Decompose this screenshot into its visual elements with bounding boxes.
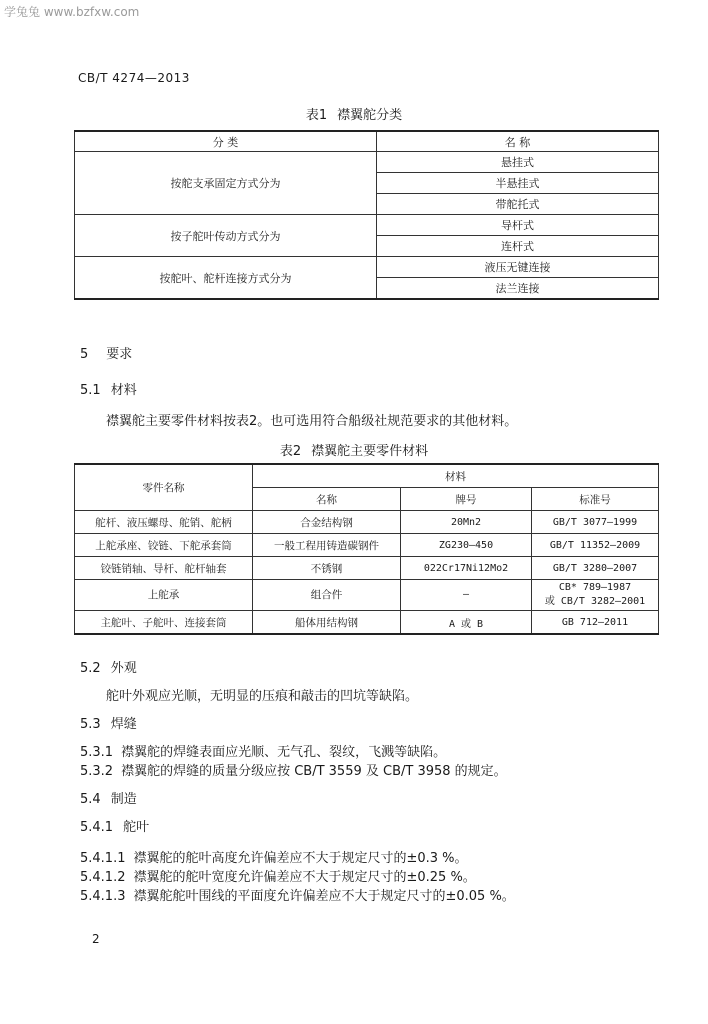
column-header-grade: 牌号 (401, 488, 532, 511)
column-header-name: 名 称 (377, 131, 659, 152)
category-cell: 按舵叶、舵杆连接方式分为 (75, 257, 377, 300)
table-row (75, 611, 659, 635)
column-header-part: 零件名称 (75, 464, 253, 511)
name-cell: 半悬挂式 (377, 173, 659, 194)
table-row (75, 257, 659, 278)
section-number: 5.4 (80, 792, 101, 807)
section-5-4-1-3 (80, 885, 515, 904)
name-cell: 法兰连接 (377, 278, 659, 300)
grade-cell: ZG230—450 (401, 534, 532, 557)
section-number: 5.2 (80, 661, 101, 676)
section-5-1-heading (80, 379, 137, 398)
table-row (75, 580, 659, 611)
table1-caption-title: 襟翼舵分类 (337, 108, 403, 123)
section-5-3-heading (80, 713, 137, 732)
material-name-cell: 不锈钢 (253, 557, 401, 580)
name-cell: 带舵托式 (377, 194, 659, 215)
table-row (75, 534, 659, 557)
materials-table (74, 463, 659, 635)
grade-cell: — (401, 580, 532, 611)
section-5-3-2 (80, 760, 507, 779)
table-row (75, 511, 659, 534)
section-5-3-1 (80, 741, 446, 760)
section-5-2-heading (80, 657, 137, 676)
clause-text: 襟翼舵舵叶围线的平面度允许偏差应不大于规定尺寸的±0.05 %。 (133, 889, 515, 904)
document-code: CB/T 4274—2013 (78, 71, 190, 85)
page-number: 2 (92, 932, 100, 946)
section-number: 5.3 (80, 717, 101, 732)
section-5-2-text: 舵叶外观应光顺，无明显的压痕和敲击的凹坑等缺陷。 (106, 689, 419, 704)
column-header-standard: 标准号 (532, 488, 659, 511)
material-name-cell: 一般工程用铸造碳钢件 (253, 534, 401, 557)
section-5-4-1-heading (80, 816, 149, 835)
section-number: 5.4.1 (80, 820, 114, 835)
clause-number: 5.3.2 (80, 764, 114, 779)
clause-number: 5.4.1.2 (80, 870, 126, 885)
standard-cell: GB/T 3280—2007 (532, 557, 659, 580)
table2-caption-number: 表2 (279, 444, 302, 459)
part-cell: 上舵承 (75, 580, 253, 611)
standard-cell: GB/T 3077—1999 (532, 511, 659, 534)
section-number: 5.1 (80, 383, 101, 398)
classification-table (74, 130, 659, 300)
grade-cell: A 或 B (401, 611, 532, 635)
section-title: 外观 (110, 661, 137, 676)
section-5-4-1-1 (80, 847, 468, 866)
material-name-cell: 船体用结构钢 (253, 611, 401, 635)
grade-cell: 20Mn2 (401, 511, 532, 534)
category-cell: 按舵支承固定方式分为 (75, 152, 377, 215)
table1-caption (0, 104, 708, 123)
section-title: 舵叶 (123, 820, 150, 835)
table-row (75, 557, 659, 580)
section-number: 5 (80, 347, 89, 362)
standard-cell (532, 580, 659, 611)
clause-text: 襟翼舵的焊缝的质量分级应按 CB/T 3559 及 CB/T 3958 的规定。 (121, 764, 507, 779)
clause-number: 5.4.1.3 (80, 889, 126, 904)
table2-caption (0, 440, 708, 459)
clause-text: 襟翼舵的舵叶高度允许偏差应不大于规定尺寸的±0.3 %。 (133, 851, 468, 866)
standard-line-2: 或 CB/T 3282—2001 (544, 596, 646, 607)
standard-cell: GB/T 11352—2009 (532, 534, 659, 557)
category-cell: 按子舵叶传动方式分为 (75, 215, 377, 257)
section-title: 要求 (106, 347, 133, 362)
clause-text: 襟翼舵的焊缝表面应光顺、无气孔、裂纹，飞溅等缺陷。 (121, 745, 447, 760)
column-header-material: 材料 (253, 464, 659, 488)
name-cell: 悬挂式 (377, 152, 659, 173)
name-cell: 连杆式 (377, 236, 659, 257)
standard-cell: GB 712—2011 (532, 611, 659, 635)
table-row (75, 215, 659, 236)
section-5-1-text: 襟翼舵主要零件材料按表2。也可选用符合船级社规范要求的其他材料。 (106, 414, 518, 429)
table2-caption-title: 襟翼舵主要零件材料 (311, 444, 429, 459)
standard-line-1: CB* 789—1987 (558, 582, 632, 593)
part-cell: 上舵承座、铰链、下舵承套筒 (75, 534, 253, 557)
section-title: 焊缝 (110, 717, 137, 732)
section-5-heading (80, 343, 132, 362)
material-name-cell: 组合件 (253, 580, 401, 611)
table-header-row (75, 464, 659, 488)
part-cell: 铰链销轴、导杆、舵杆轴套 (75, 557, 253, 580)
column-header-category: 分 类 (75, 131, 377, 152)
table-header-row (75, 131, 659, 152)
part-cell: 主舵叶、子舵叶、连接套筒 (75, 611, 253, 635)
section-title: 材料 (110, 383, 137, 398)
section-5-4-1-2 (80, 866, 476, 885)
grade-cell: 022Cr17Ni12Mo2 (401, 557, 532, 580)
column-header-material-name: 名称 (253, 488, 401, 511)
part-cell: 舵杆、液压螺母、舵销、舵柄 (75, 511, 253, 534)
clause-number: 5.3.1 (80, 745, 114, 760)
section-5-4-heading (80, 788, 137, 807)
table1-caption-number: 表1 (305, 108, 328, 123)
section-title: 制造 (110, 792, 137, 807)
material-name-cell: 合金结构钢 (253, 511, 401, 534)
watermark: 学兔兔 www.bzfxw.com (4, 5, 140, 19)
clause-text: 襟翼舵的舵叶宽度允许偏差应不大于规定尺寸的±0.25 %。 (133, 870, 476, 885)
table-row (75, 152, 659, 173)
name-cell: 导杆式 (377, 215, 659, 236)
name-cell: 液压无键连接 (377, 257, 659, 278)
clause-number: 5.4.1.1 (80, 851, 126, 866)
